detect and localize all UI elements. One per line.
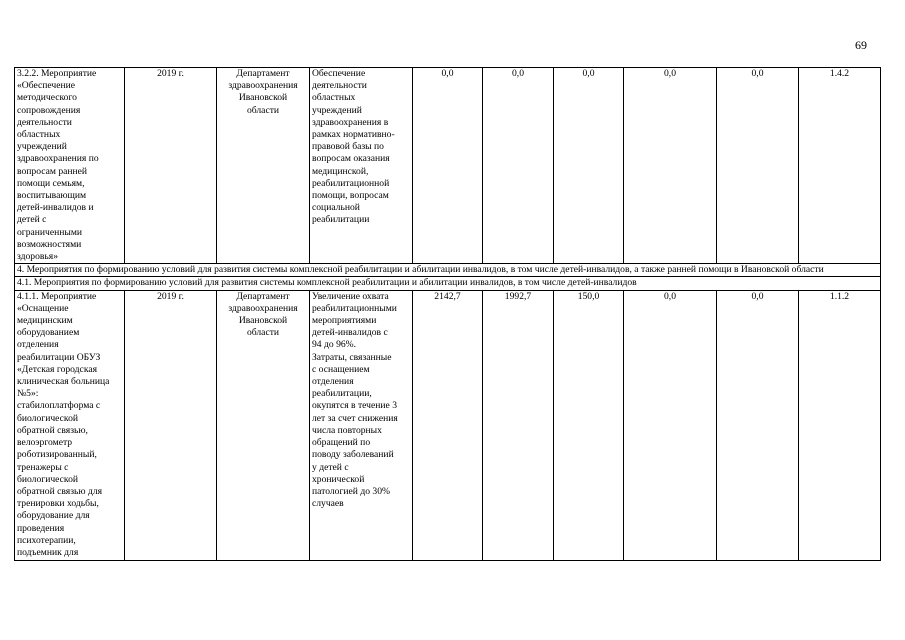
year-cell: 2019 г. <box>125 290 217 560</box>
section-heading-row <box>15 264 881 277</box>
subsection-heading-row <box>15 277 881 290</box>
value-cell: 2142,7 <box>413 290 483 560</box>
table-row <box>15 290 881 560</box>
section-4-heading: 4. Мероприятия по формированию условий для развития системы комплексной реабилитации и абилитации инвалидов, в том числе детей-инвалидов, а также ранней помощи в Ивановской области <box>15 264 881 277</box>
value-cell: 0,0 <box>624 290 717 560</box>
page-number: 69 <box>855 38 867 52</box>
value-cell: 1992,7 <box>483 290 554 560</box>
value-cell: 0,0 <box>413 68 483 264</box>
indicator-code-cell: 1.1.2 <box>799 290 881 560</box>
activity-name-cell: 4.1.1. Мероприятие «Оснащение медицинским оборудованием отделения реабилитации ОБУЗ «Детская городская клиническая больница №5»: стабилоплатформа с биологической обратной связью, велоэргометр роботизированный, тренажеры с биологической обратной связью для тренировки ходьбы, оборудование для проведения психотерапии, подъемник для <box>15 290 125 560</box>
executor-cell: Департамент здравоохранения Ивановской области <box>217 290 310 560</box>
expected-result-cell: Увеличение охвата реабилитационными мероприятиями детей-инвалидов с 94 до 96%. Затраты, связанные с оснащением отделения реабилитации, окупятся в течение 3 лет за счет снижения числа повторных обращений по поводу заболеваний у детей с хронической патологией до 30% случаев <box>310 290 413 560</box>
value-cell: 150,0 <box>554 290 624 560</box>
activity-name-cell: 3.2.2. Мероприятие «Обеспечение методического сопровождения деятельности областных учреждений здравоохранения по вопросам ранней помощи семьям, воспитывающим детей-инвалидов и детей с ограниченными возможностями здоровья» <box>15 68 125 264</box>
section-4-1-heading: 4.1. Мероприятия по формированию условий для развития системы комплексной реабилитации и абилитации инвалидов, в том числе детей-инвалидов <box>15 277 881 290</box>
expected-result-cell: Обеспечение деятельности областных учреждений здравоохранения в рамках нормативно- правовой базы по вопросам оказания медицинской, реабилитационной помощи, вопросам социальной реабилитации <box>310 68 413 264</box>
value-cell: 0,0 <box>717 290 799 560</box>
year-cell: 2019 г. <box>125 68 217 264</box>
value-cell: 0,0 <box>554 68 624 264</box>
program-activities-table <box>14 67 881 561</box>
value-cell: 0,0 <box>624 68 717 264</box>
indicator-code-cell: 1.4.2 <box>799 68 881 264</box>
executor-cell: Департамент здравоохранения Ивановской области <box>217 68 310 264</box>
table-row <box>15 68 881 264</box>
value-cell: 0,0 <box>483 68 554 264</box>
value-cell: 0,0 <box>717 68 799 264</box>
